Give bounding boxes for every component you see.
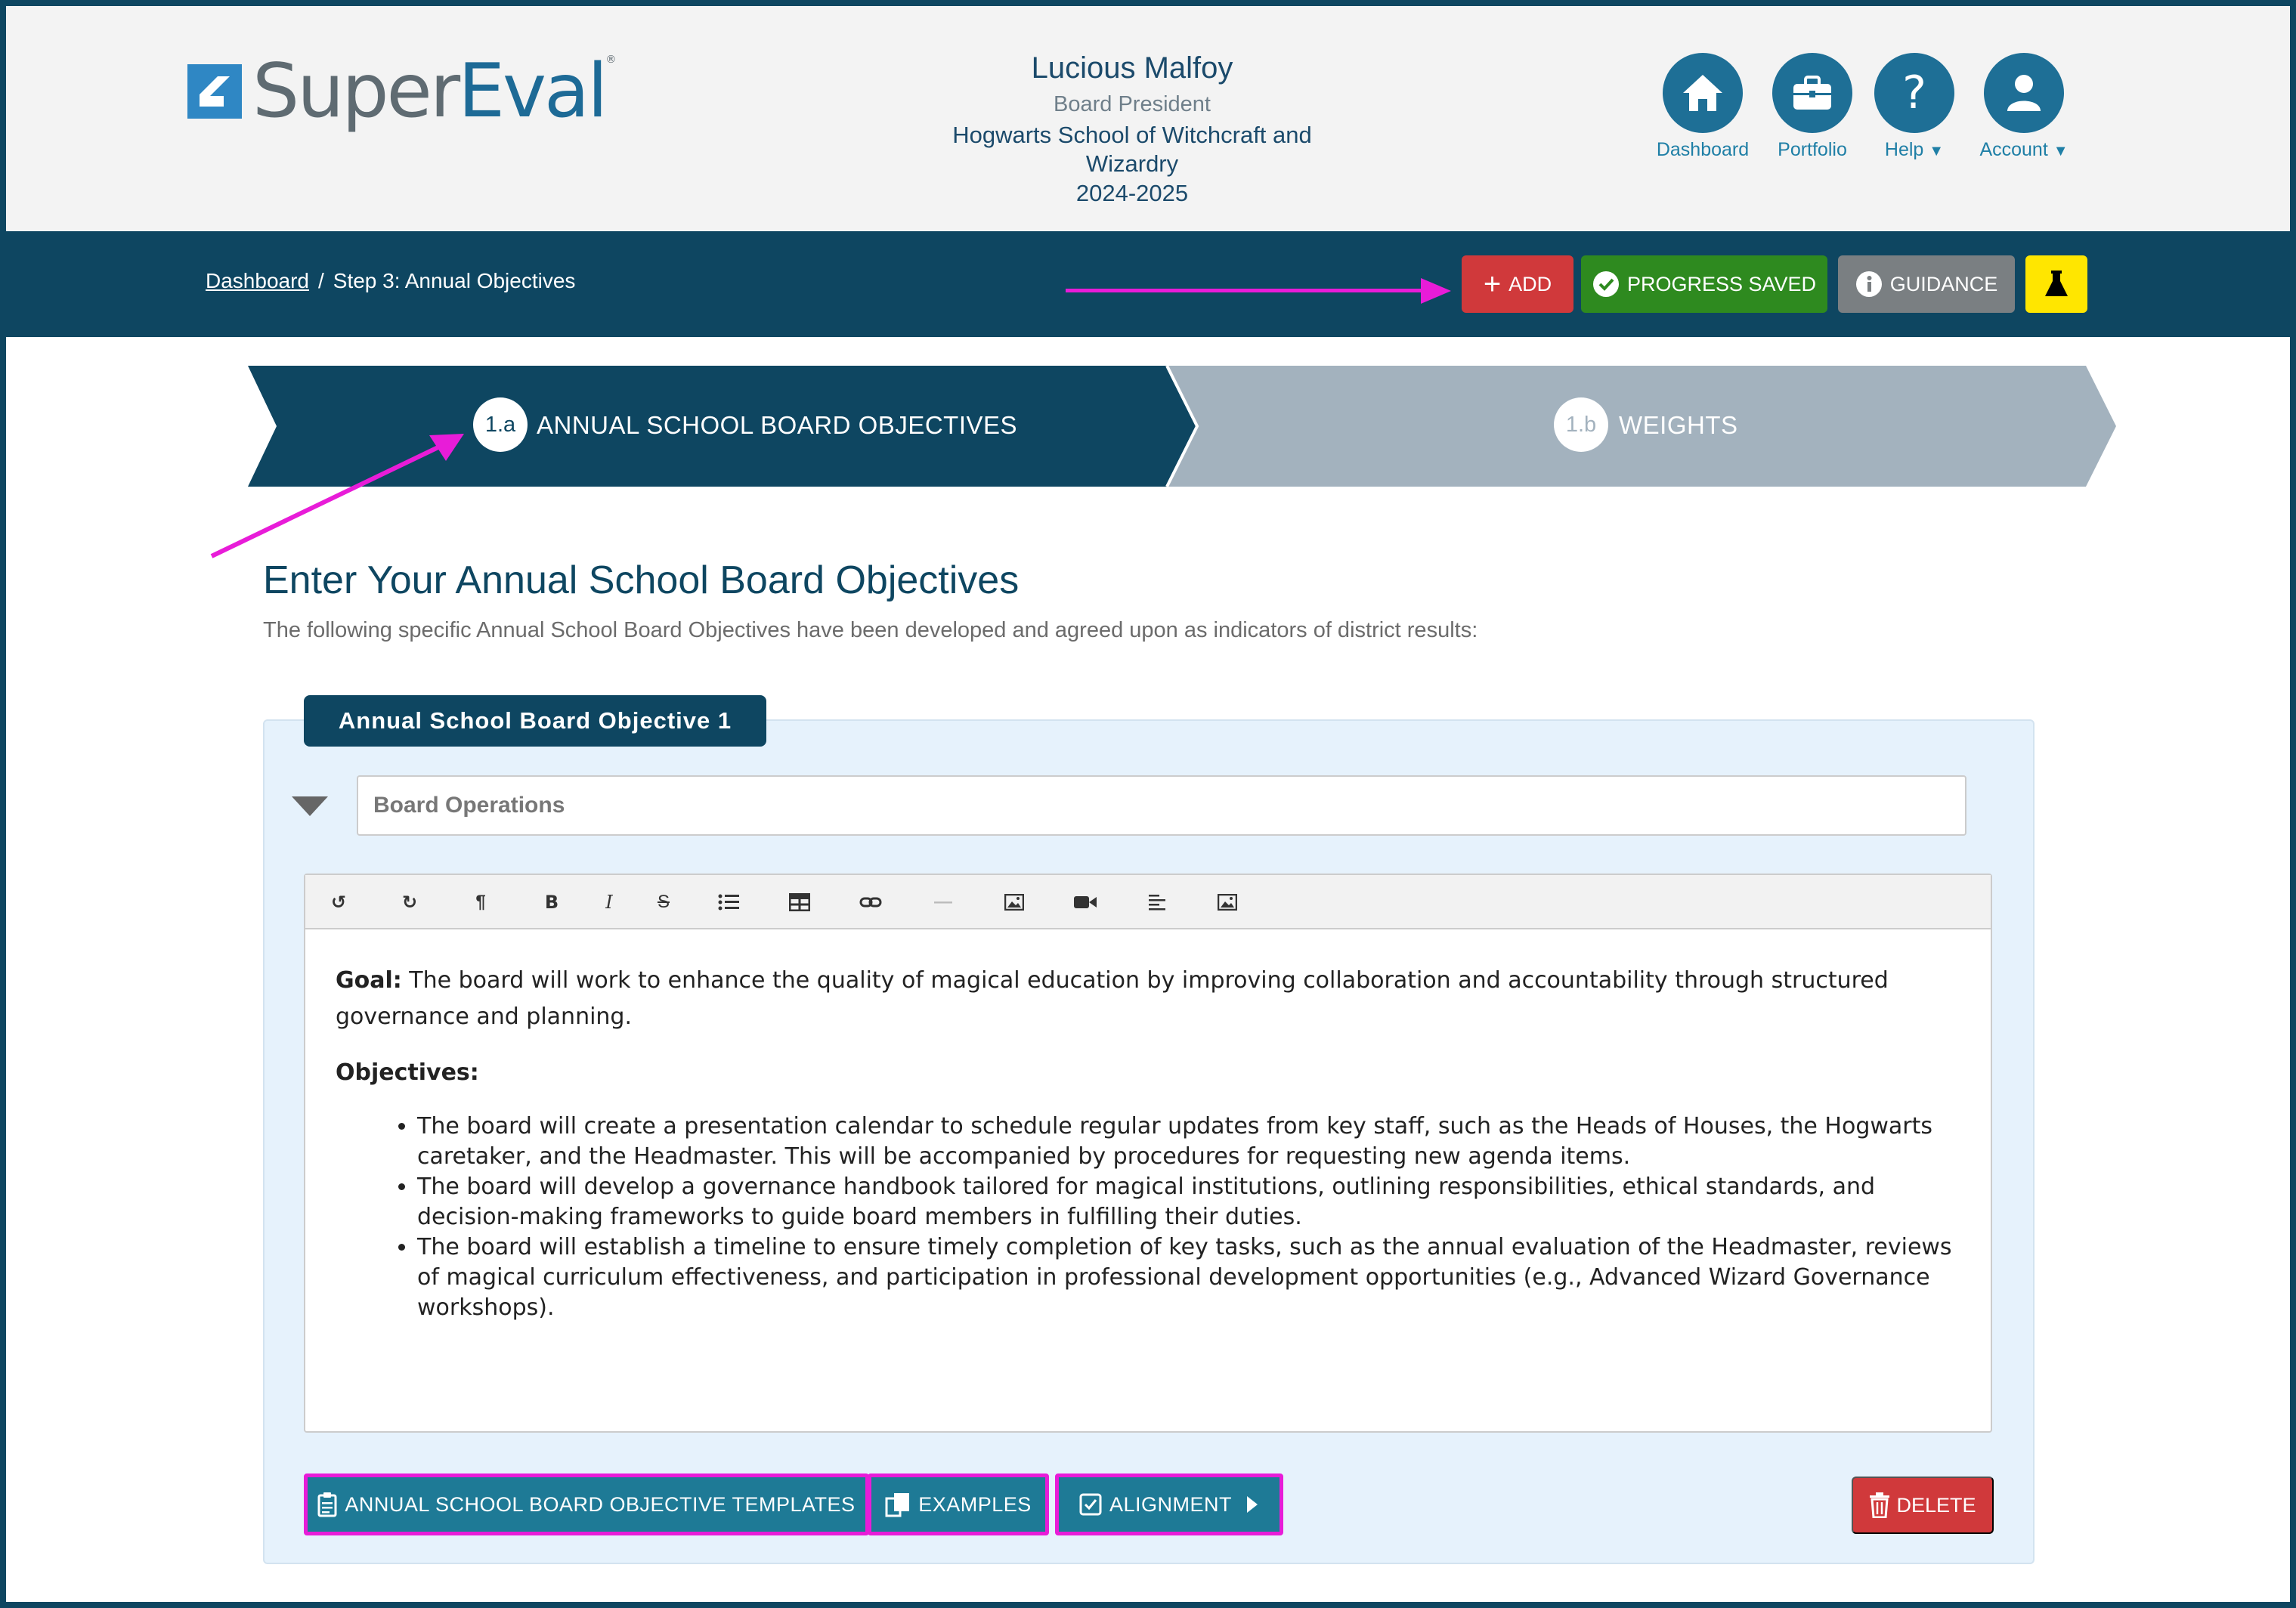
home-icon — [1663, 53, 1743, 133]
paragraph-icon[interactable]: ¶ — [475, 892, 486, 912]
breadcrumb — [206, 269, 575, 293]
redo-icon[interactable]: ↻ — [401, 892, 418, 913]
goal-label: Goal: — [336, 967, 402, 994]
bulleted-list-icon[interactable] — [715, 889, 742, 916]
examples-button[interactable] — [868, 1473, 1049, 1535]
nav-portfolio[interactable] — [1767, 53, 1858, 161]
logo-text — [252, 48, 617, 135]
step-1b-label: WEIGHTS — [1619, 411, 1738, 439]
progress-saved-button[interactable] — [1581, 255, 1827, 313]
editor-content[interactable] — [305, 929, 1991, 1356]
nav-dashboard-label: Dashboard — [1656, 139, 1750, 160]
step-1a-number: 1.a — [473, 397, 528, 452]
lab-flask-button[interactable] — [2025, 255, 2087, 313]
bold-icon[interactable]: B — [544, 892, 559, 913]
checkbox-icon — [1079, 1493, 1102, 1516]
chevron-down-icon: ▼ — [2053, 143, 2069, 159]
nav-dashboard[interactable] — [1654, 53, 1752, 161]
objectives-heading: Objectives: — [336, 1059, 479, 1086]
horizontal-rule-icon[interactable]: — — [934, 892, 952, 912]
delete-label: DELETE — [1896, 1493, 1976, 1517]
objective-templates-button[interactable] — [304, 1473, 869, 1535]
examples-label: EXAMPLES — [918, 1492, 1032, 1516]
objective-title-input[interactable] — [357, 775, 1966, 836]
action-bar — [6, 231, 2290, 337]
chevron-down-icon: ▼ — [1929, 143, 1945, 159]
nav-help[interactable] — [1873, 53, 1956, 161]
undo-icon[interactable]: ↺ — [330, 892, 347, 913]
nav-account[interactable] — [1971, 53, 2077, 161]
rich-text-editor[interactable] — [304, 874, 1992, 1433]
strikethrough-icon[interactable]: S — [657, 892, 670, 912]
logo-eval: Eval — [458, 48, 606, 135]
nav-account-text: Account — [1979, 139, 2048, 160]
add-label: ADD — [1508, 272, 1552, 295]
collapse-caret-icon[interactable] — [292, 796, 328, 818]
guidance-label: GUIDANCE — [1889, 272, 1998, 295]
goal-text: The board will work to enhance the quality of magical education by improving collaboration and accountability through structured governance and planning. — [336, 967, 1889, 1030]
top-header — [6, 6, 2290, 231]
list-item: • The board will develop a governance handbook tailored for magical institutions, outlining responsibilities, ethical standards, and decision-making frameworks to guide board members in fulfilling their duties. — [417, 1172, 1960, 1232]
page-title: Enter Your Annual School Board Objectives — [263, 558, 1020, 602]
briefcase-icon — [1772, 53, 1852, 133]
logo-trademark: ® — [605, 54, 617, 66]
step-1b-number: 1.b — [1554, 397, 1608, 452]
logo-mark-icon — [187, 64, 242, 119]
image-gallery-icon[interactable] — [1214, 889, 1241, 916]
user-role: Board President — [1054, 92, 1211, 116]
objective-tab-label: Annual School Board Objective 1 — [304, 695, 766, 747]
add-button[interactable] — [1462, 255, 1573, 313]
align-left-icon[interactable] — [1144, 889, 1171, 916]
step-indicator — [248, 366, 2122, 487]
superevaL-logo[interactable] — [187, 48, 617, 135]
breadcrumb-current: Step 3: Annual Objectives — [333, 269, 576, 292]
page-subtitle: The following specific Annual School Board Objectives have been developed and agreed upon as indicators of district results: — [263, 618, 1478, 642]
annotation-arrowhead-icon — [1421, 278, 1451, 304]
list-item: • The board will establish a timeline to ensure timely completion of key tasks, such as the annual evaluation of the Headmaster, reviews of magical curriculum effectiveness, and participation in professional development opportunities (e.g., Advanced Wizard Governance workshops). — [417, 1232, 1960, 1323]
app-window — [6, 6, 2290, 1602]
image-icon[interactable] — [1001, 889, 1028, 916]
alignment-label: ALIGNMENT — [1109, 1492, 1233, 1516]
templates-label: ANNUAL SCHOOL BOARD OBJECTIVE TEMPLATES — [345, 1492, 856, 1516]
user-info — [913, 48, 1351, 209]
school-name-line2: Wizardry — [1085, 150, 1179, 177]
annotation-arrow — [1066, 289, 1428, 292]
clipboard-icon — [317, 1492, 337, 1517]
school-year: 2024-2025 — [1075, 180, 1189, 206]
school-name-line1: Hogwarts School of Witchcraft and — [952, 122, 1312, 148]
user-icon — [1984, 53, 2064, 133]
flask-icon — [2044, 269, 2069, 299]
copy-icon — [885, 1492, 911, 1517]
check-circle-icon — [1592, 271, 1620, 298]
annotation-diagonal-arrow-icon — [203, 426, 475, 562]
nav-help-text: Help — [1884, 139, 1924, 160]
video-icon[interactable] — [1072, 889, 1099, 916]
delete-button[interactable] — [1852, 1477, 1994, 1534]
question-icon: ? — [1874, 53, 1954, 133]
nav-portfolio-label: Portfolio — [1778, 139, 1847, 160]
nav-help-label — [1873, 139, 1956, 161]
italic-icon[interactable]: I — [605, 892, 613, 913]
link-icon[interactable] — [857, 889, 884, 916]
editor-toolbar — [305, 875, 1991, 929]
guidance-button[interactable] — [1838, 255, 2015, 313]
user-name: Lucious Malfoy — [1031, 51, 1233, 85]
plus-icon: + — [1483, 267, 1502, 301]
trash-icon — [1869, 1492, 1890, 1518]
info-icon — [1855, 271, 1883, 298]
table-icon[interactable] — [786, 889, 813, 916]
list-item: • The board will create a presentation calendar to schedule regular updates from key staff, such as the Heads of Houses, the Hogwarts caretaker, and the Headmaster. This will be accompanied by procedures for requesting new agenda items. — [417, 1112, 1960, 1172]
goal-paragraph — [336, 963, 1960, 1035]
breadcrumb-separator: / — [317, 269, 324, 292]
caret-right-icon — [1244, 1495, 1259, 1514]
objectives-list — [336, 1112, 1960, 1323]
nav-account-label — [1971, 139, 2077, 161]
step-1a-label: ANNUAL SCHOOL BOARD OBJECTIVES — [537, 411, 1018, 439]
logo-super: Super — [252, 48, 459, 135]
progress-saved-label: PROGRESS SAVED — [1626, 272, 1817, 295]
alignment-button[interactable] — [1055, 1473, 1283, 1535]
breadcrumb-dashboard-link[interactable]: Dashboard — [206, 269, 309, 292]
step-chevrons — [248, 366, 2122, 487]
